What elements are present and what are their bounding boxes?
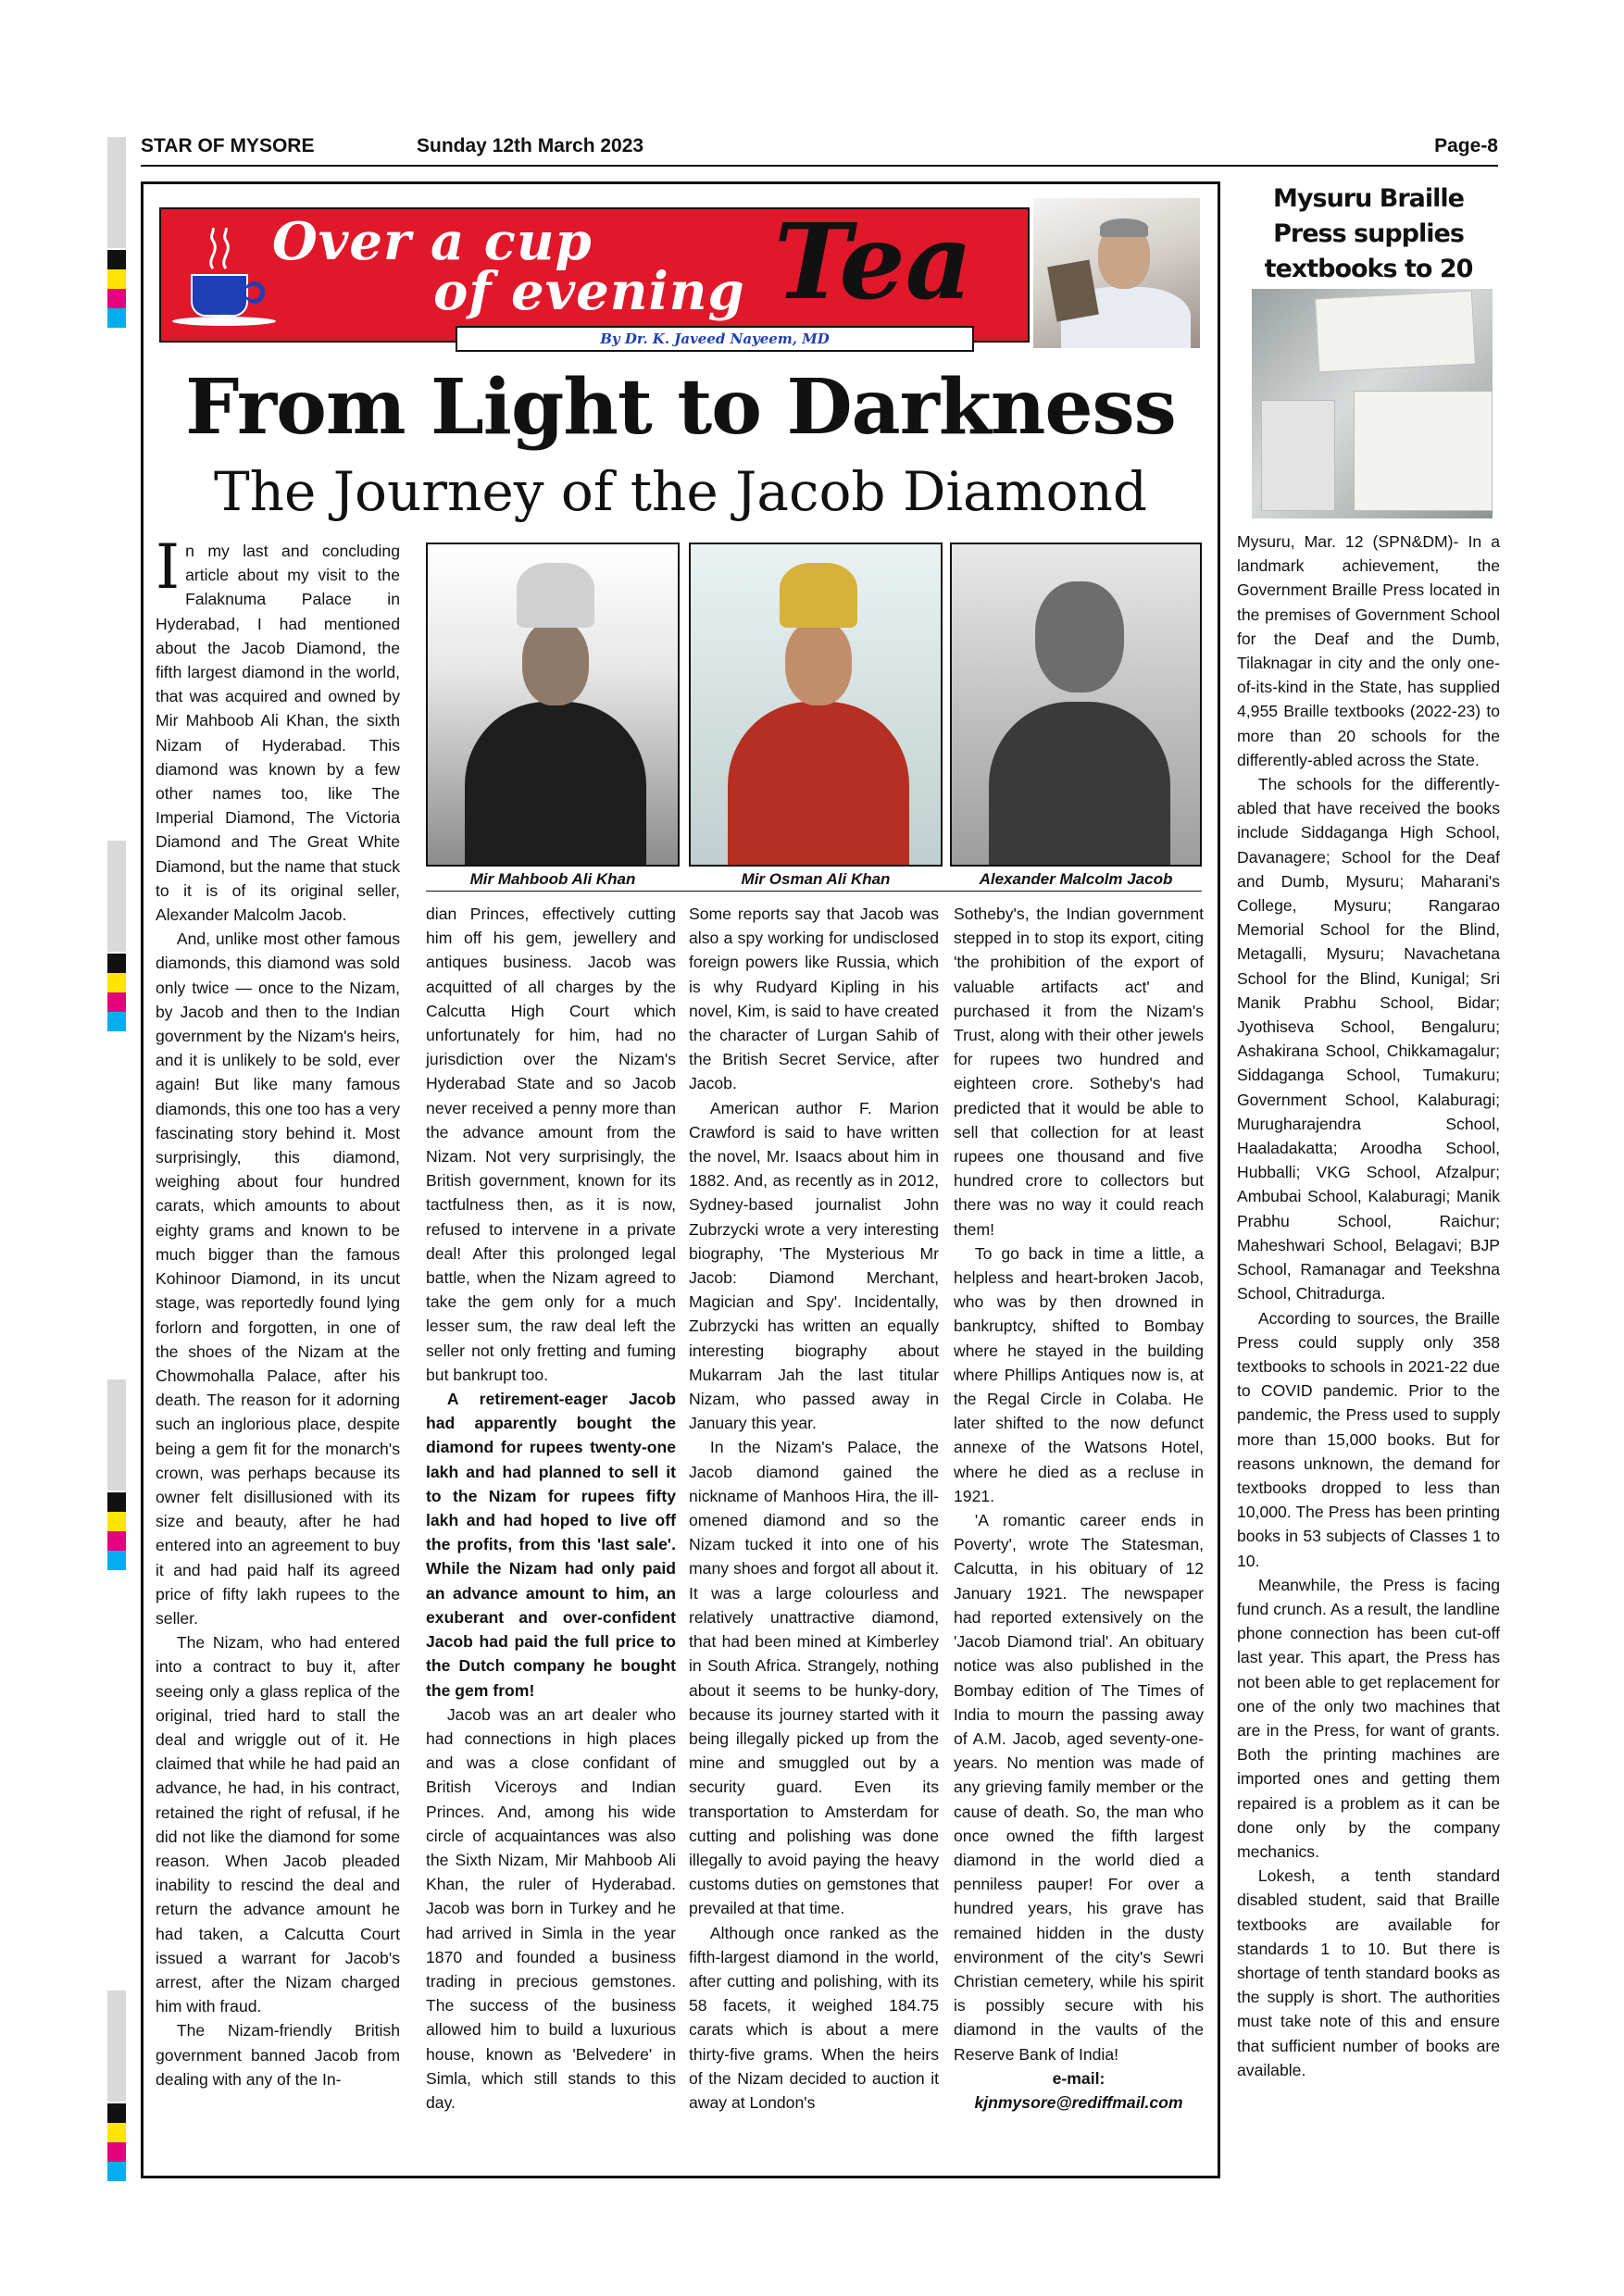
paragraph: dian Princes, effectively cutting him off his gem, jewellery and antiques business. Jacob was acquitted of all charges by the Calcutta High Court which unfortunately for him, had no jurisdiction over the Nizam's Hyderabad State and so Jacob never received a penny more than the advance amount from the Nizam. Not very surprisingly, the British government, known for its tactfulness then, as it is now, refused to intervene in a private deal! After this prolonged legal battle, when the Nizam agreed to take the gem only for a much lesser sum, the raw deal left the seller not only fretting and fuming but bankrupt too. (426, 905, 676, 1384)
banner-line-1: Over a cup (272, 211, 593, 272)
registration-bar (107, 841, 126, 952)
paragraph: The schools for the differently-abled that have received the books include Siddaganga High School, Davanagere; School for the Deaf and Dumb, Mysuru; Maharani's College, Mysuru; Rangarao Memorial School for the Blind, Metagalli, Mysuru; Navachetana School for the Blind, Kunigal; Sri Manik Prabhu School, Bidar; Jyothiseva School, Bengaluru; Ashakirana School, Chikkamagalur; Siddaganga School, Tumakuru; Government School, Kalaburagi; Murugharajendra School, Haaladakatta; Aroodha School, Hubballi; VKG School, Afzalpur; Ambubai School, Kalaburagi; Manik Prabhu School, Raichur; Maheshwari School, Belagavi; BJP School, Ramanagar and Teekshna School, Chitradurga. (1237, 775, 1500, 1304)
sidebar-article (1237, 530, 1500, 2187)
caption-rule (426, 891, 1202, 892)
paragraph: Mysuru, Mar. 12 (SPN&DM)- In a landmark achievement, the Government Braille Press located in the premises of Government School for the Deaf and the Dumb, Tilaknagar in city and the only one-of-its-kind in the State, has supplied 4,955 Braille textbooks (2022-23) to more than 20 schools for the differently-abled across the State. (1237, 532, 1500, 769)
braille-books-photo (1252, 289, 1493, 518)
banner-line-2: of evening (433, 261, 745, 322)
paragraph: The Nizam, who had entered into a contract to buy it, after seeing only a glass replica of the original, tried hard to stall the deal and wriggle out of it. He claimed that while he had paid an advance, he had, in his contract, retained the right of refusal, if he did not like the diamond for some reason. When Jacob pleaded inability to rescind the deal and return the advance amount he had taken, a Calcutta Court issued a warrant for Jacob's arrest, after the Nizam charged him with fraud. (156, 1633, 400, 2016)
article-column-3 (689, 902, 939, 2166)
author-photo (1033, 198, 1200, 348)
paragraph: 'A romantic career ends in Poverty', wrote The Statesman, Calcutta, in his obituary of 12 January 1921. The newspaper had reported extensively on the 'Jacob Diamond trial'. An obituary notice was also published in the Bombay edition of The Times of India to mourn the passing away of A.M. Jacob, aged seventy-one-years. No mention was made of any grieving family member or the cause of death. So, the man who once owned the fifth largest diamond in the world died a penniless pauper! For over a hundred years, his grave has remained hidden in the dusty environment of the city's Sewri Christian cemetery, while his spirit is possibly secure with his diamond in the vaults of the Reserve Bank of India! (954, 1511, 1204, 2064)
paragraph: Lokesh, a tenth standard disabled student, said that Braille textbooks are available for standards 1 to 10. But there is shortage of tenth standard books as the supply is short. The authorities must take note of this and ensure that sufficient number of books are available. (1237, 1866, 1500, 2079)
color-registration-mark (107, 250, 126, 328)
issue-date: Sunday 12th March 2023 (417, 135, 644, 156)
header-rule (141, 165, 1498, 167)
email-label: e-mail: (1052, 2068, 1106, 2088)
photo-caption: Mir Mahboob Ali Khan (469, 870, 636, 888)
article-column-4 (954, 902, 1204, 2166)
registration-bar (107, 1990, 126, 2102)
article-column-2 (426, 902, 676, 2166)
photo-mir-osman-ali-khan (689, 543, 943, 867)
color-registration-mark (107, 1492, 126, 1570)
paragraph: To go back in time a little, a helpless and heart-broken Jacob, who was by then drowned in bankruptcy, shifted to Bombay where he stayed in the building where Phillips Antiques now is, at the Regal Circle in Colaba. He later shifted to the now defunct annexe of the Watsons Hotel, where he died as a recluse in 1921. (954, 1243, 1204, 1505)
paragraph: The Nizam-friendly British government banned Jacob from dealing with any of the In- (156, 2021, 400, 2089)
column-banner (159, 198, 1200, 352)
registration-bar (107, 1379, 126, 1491)
banner-tea-word: Tea (774, 202, 973, 323)
article-headline: From Light to Darkness (185, 363, 1176, 452)
photo-caption: Mir Osman Ali Khan (741, 870, 891, 888)
paragraph: Some reports say that Jacob was also a spy working for undisclosed foreign powers like Russia, which is why Rudyard Kipling in his novel, Kim, is said to have created the character of Lurgan Sahib of the British Secret Service, after Jacob. (689, 905, 939, 1093)
photo-alexander-malcolm-jacob (950, 543, 1202, 867)
color-registration-mark (107, 2103, 126, 2181)
paragraph: Although once ranked as the fifth-largest diamond in the world, after cutting and polishing, with its 58 facets, it weighed 184.75 carats which is about a mere thirty-five grams. When the heirs of the Nizam decided to auction it away at London's (689, 1923, 939, 2112)
paragraph: And, unlike most other famous diamonds, this diamond was sold only twice — once to the Nizam, by Jacob and then to the Indian government by the Nizam's heirs, and it is unlikely to be sold, ever again! But like many famous diamonds, this one too has a very fascinating story behind it. Most surprisingly, this diamond, weighing about four hundred carats, which amounts to about eighty grams and known to be much bigger than the famous Kohinoor Diamond, in its uncut stage, was reportedly found lying forlorn and forgotten, in one of the shoes of the Nizam at the Chowmohalla Palace, after his death. The reason for it adorning such an inglorious place, despite being a gem fit for the monarch's crown, was perhaps because its owner felt disillusioned with its size and beauty, after he had entered into an agreement to buy it and had paid half its agreed price of fifty lakh rupees to the seller. (156, 930, 400, 1628)
page-header (141, 135, 1498, 163)
photo-caption: Alexander Malcolm Jacob (979, 870, 1173, 888)
author-email[interactable]: kjnmysore@rediffmail.com (974, 2092, 1183, 2112)
registration-bar (107, 137, 126, 248)
paragraph: Jacob was an art dealer who had connections in high places and was a close confidant of British Viceroys and Indian Princes. And, among his wide circle of acquaintances was also the Sixth Nizam, Mir Mahboob Ali Khan, the ruler of Hyderabad. Jacob was born in Turkey and he had arrived in Simla in the year 1870 and founded a business trading in precious gemstones. The success of the business allowed him to build a luxurious house, known as 'Belvedere' in Simla, which still stands to this day. (426, 1704, 676, 2112)
sidebar-headline: Mysuru Braille Press supplies textbooks to 20 (1264, 184, 1473, 283)
photo-mir-mahboob-ali-khan (426, 543, 680, 867)
article-column-1 (156, 531, 400, 2157)
paragraph: A retirement-eager Jacob had apparently bought the diamond for rupees twenty-one lakh and had planned to sell it to the Nizam for rupees fifty lakh and had hoped to live off the profits, from this 'last sale'. While the Nizam had only paid an advance amount to him, an exuberant and over-confident Jacob had paid the full price to the Dutch company he bought the gem from! (426, 1390, 676, 1700)
teacup-icon (167, 226, 287, 337)
publication-name: STAR OF MYSORE (141, 135, 315, 156)
paragraph: n my last and concluding article about my visit to the Falaknuma Palace in Hyderabad, I had mentioned about the Jacob Diamond, the fifth largest diamond in the world, that was acquired and owned by Mir Mahboob Ali Khan, the sixth Nizam of Hyderabad. This diamond was known by a few other names too, like The Imperial Diamond, The Victoria Diamond and The Great White Diamond, but the name that stuck to it is of its original seller, Alexander Malcolm Jacob. (156, 542, 400, 925)
paragraph: In the Nizam's Palace, the Jacob diamond gained the nickname of Manhoos Hira, the ill-omened diamond and so the Nizam tucked it into one of his many shoes and forgot all about it. It was a large colourless and relatively unattractive diamond, that had been mined at Kimberley in South Africa. Strangely, nothing about it seems to be hunky-dory, because its journey started with it being illegally picked up from the mine and smuggled out by a security guard. Even its transportation to Amsterdam for cutting and polishing was done illegally to avoid paying the heavy customs duties on gemstones that prevailed at that time. (689, 1438, 939, 1918)
paragraph: American author F. Marion Crawford is said to have written the novel, Mr. Isaacs about him in 1882. And, as recently as in 2012, Sydney-based journalist John Zubrzycki wrote a very interesting biography, 'The Mysterious Mr Jacob: Diamond Merchant, Magician and Spy'. Incidentally, Zubrzycki has written an equally interesting biography about Mukarram Jah the last titular Nizam, who passed away in January this year. (689, 1098, 939, 1433)
color-registration-mark (107, 954, 126, 1031)
paragraph: Meanwhile, the Press is facing fund crunch. As a result, the landline phone connection has been cut-off last year. This apart, the Press has not been able to get replacement for one of the only two machines that are in the Press, for want of grants. Both the printing machines are imported ones and getting them repaired is a problem as it can be done only by the company mechanics. (1237, 1575, 1500, 1861)
article-subheadline: The Journey of the Jacob Diamond (213, 460, 1147, 523)
paragraph: Sotheby's, the Indian government stepped in to stop its export, citing 'the prohibition of the export of valuable artifacts act' and purchased it from the Nizam's Trust, along with their other jewels for rupees two hundred and eighteen crore. Sotheby's had predicted that it would be able to sell that collection for at least rupees one thousand and five hundred crore to collectors but there was no way it could reach them! (954, 905, 1204, 1239)
paragraph: According to sources, the Braille Press could supply only 358 textbooks to schools in 2021-22 due to COVID pandemic. Prior to the pandemic, the Press used to supply more than 15,000 books. But for reasons unknown, the demand for textbooks dropped to less than 10,000. The Press has been printing books in 53 subjects of Classes 1 to 10. (1237, 1308, 1500, 1570)
drop-cap: I (156, 531, 181, 603)
page-number: Page-8 (1434, 135, 1498, 156)
author-byline: By Dr. K. Javeed Nayeem, MD (456, 326, 974, 352)
